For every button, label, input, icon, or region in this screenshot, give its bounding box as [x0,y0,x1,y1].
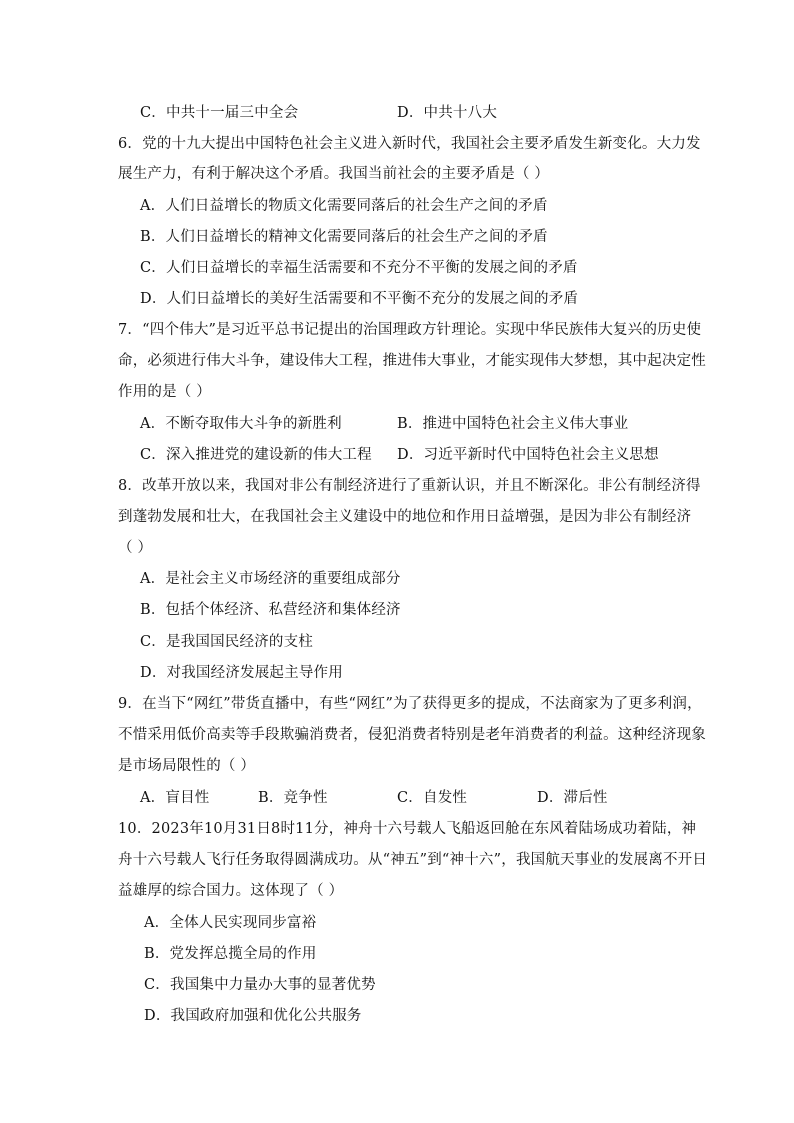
q6-option-b: B．人们日益增长的精神文化需要同落后的社会生产之间的矛盾 [140,229,548,245]
q8-stem-line-1: 8．改革开放以来，我国对非公有制经济进行了重新认识，并且不断深化。非公有制经济得 [118,478,701,494]
q8-option-b: B．包括个体经济、私营经济和集体经济 [140,602,401,618]
q10-option-c: C．我国集中力量办大事的显著优势 [144,977,376,993]
q5-option-d: D．中共十八大 [397,105,498,121]
q10-stem-line-1: 10．2023年10月31日8时11分，神舟十六号载人飞船返回舱在东风着陆场成功着陆，神 [118,821,697,837]
q9-stem-line-1: 9．在当下“网红”带货直播中，有些“网红”为了获得更多的提成，不法商家为了更多利润， [118,696,702,712]
q10-stem-line-2: 舟十六号载人飞行任务取得圆满成功。从“神五”到“神十六”，我国航天事业的发展离不开日 [118,852,708,868]
q6-option-a: A．人们日益增长的物质文化需要同落后的社会生产之间的矛盾 [140,198,548,214]
q7-option-d: D．习近平新时代中国特色社会主义思想 [397,447,659,463]
q9-stem-line-2: 不惜采用低价高卖等手段欺骗消费者，侵犯消费者特别是老年消费者的利益。这种经济现象 [118,727,706,743]
q7-stem-line-3: 作用的是（ ） [118,384,212,400]
q8-option-c: C．是我国国民经济的支柱 [140,634,313,650]
q6-option-c: C．人们日益增长的幸福生活需要和不充分不平衡的发展之间的矛盾 [140,260,578,276]
q7-stem-line-2: 命，必须进行伟大斗争，建设伟大工程，推进伟大事业，才能实现伟大梦想，其中起决定性 [118,353,706,369]
q6-stem-line-2: 展生产力，有利于解决这个矛盾。我国当前社会的主要矛盾是（ ） [118,166,550,182]
q10-stem-line-3: 益雄厚的综合国力。这体现了（ ） [118,883,344,899]
q6-option-d: D．人们日益增长的美好生活需要和不平衡不充分的发展之间的矛盾 [140,291,579,307]
q7-stem-line-1: 7．“四个伟大”是习近平总书记提出的治国理政方针理论。实现中华民族伟大复兴的历史使 [118,322,702,338]
q9-option-c: C．自发性 [397,790,468,806]
q6-stem-line-1: 6．党的十九大提出中国特色社会主义进入新时代，我国社会主要矛盾发生新变化。大力发 [118,136,701,152]
q5-option-c: C．中共十一届三中全会 [140,105,299,121]
q10-option-b: B．党发挥总揽全局的作用 [144,946,317,962]
q9-stem-line-3: 是市场局限性的（ ） [118,758,256,774]
q7-option-b: B．推进中国特色社会主义伟大事业 [397,416,629,432]
q9-option-b: B．竞争性 [258,790,328,806]
q7-option-c: C．深入推进党的建设新的伟大工程 [140,447,372,463]
q7-option-a: A．不断夺取伟大斗争的新胜利 [140,416,342,432]
q9-option-a: A．盲目性 [140,790,210,806]
q8-option-a: A．是社会主义市场经济的重要组成部分 [140,571,401,587]
q8-option-d: D．对我国经济发展起主导作用 [140,665,343,681]
q10-option-a: A．全体人民实现同步富裕 [144,915,317,931]
q9-option-d: D．滞后性 [537,790,608,806]
q8-stem-line-3: （ ） [118,540,153,556]
q10-option-d: D．我国政府加强和优化公共服务 [144,1008,362,1024]
q8-stem-line-2: 到蓬勃发展和壮大，在我国社会主义建设中的地位和作用日益增强，是因为非公有制经济 [118,509,692,525]
